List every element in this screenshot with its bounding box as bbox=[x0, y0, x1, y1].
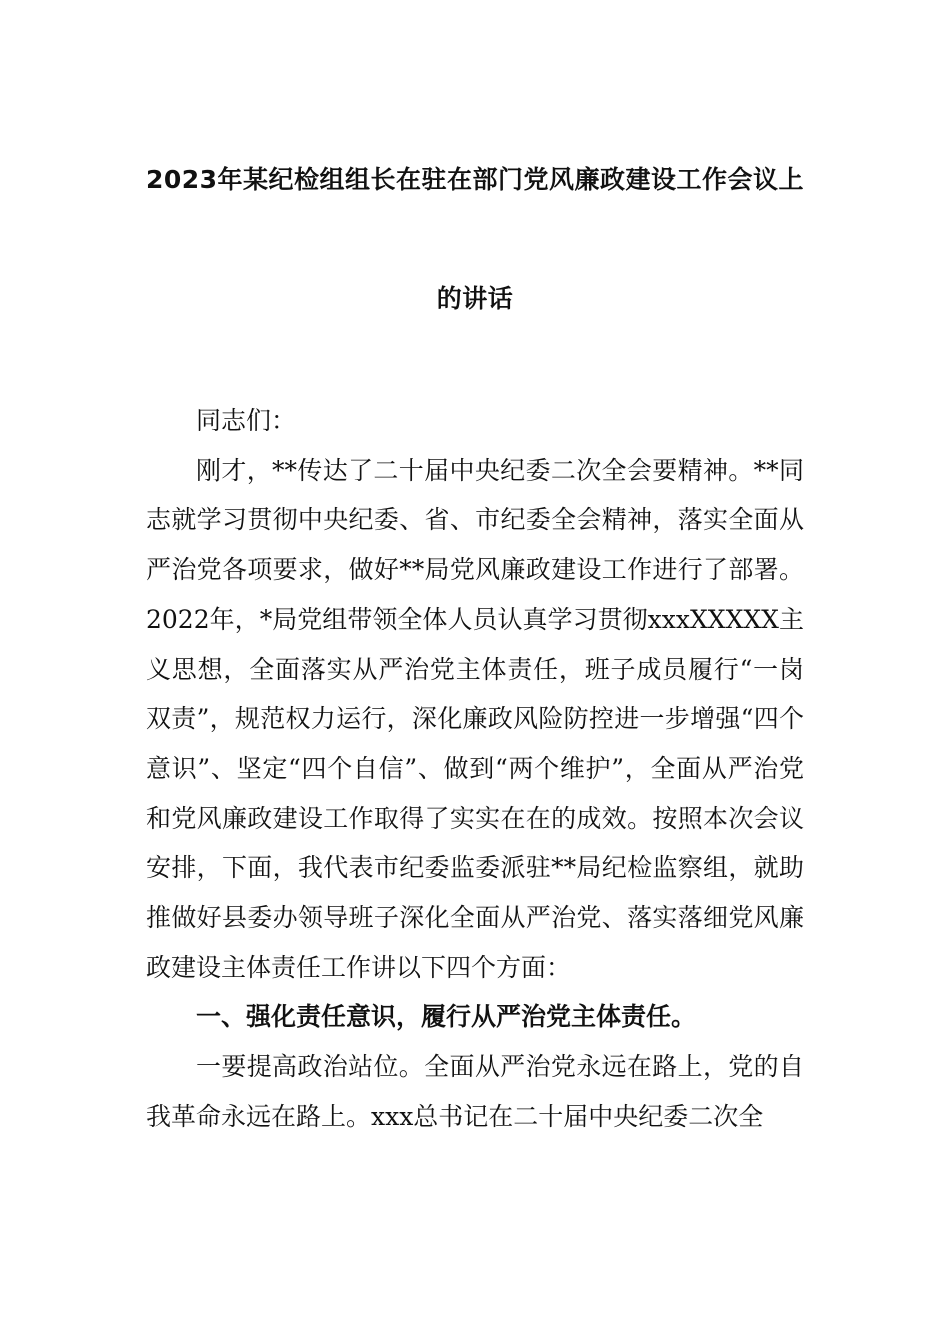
section-heading-1: 一、强化责任意识，履行从严治党主体责任。 bbox=[196, 1002, 697, 1032]
document-title-line-1: 2023年某纪检组组长在驻在部门党风廉政建设工作会议上 bbox=[145, 165, 805, 194]
paragraph-section-1: 一要提高政治站位。全面从严治党永远在路上，党的自我革命永远在路上。xxx总书记在二十届中央纪委二次全 bbox=[146, 1052, 804, 1131]
document-body bbox=[146, 396, 804, 1142]
paragraph-intro: 刚才，**传达了二十届中央纪委二次全会要精神。**同志就学习贯彻中央纪委、省、市纪委全会精神，落实全面从严治党各项要求，做好**局党风廉政建设工作进行了部署。2022年，*局党组带领全体人员认真学习贯彻xxxXXXXX主义思想，全面落实从严治党主体责任，班子成员履行“一岗双责”，规范权力运行，深化廉政风险防控进一步增强“四个意识”、坚定“四个自信”、做到“两个维护”，全面从严治党和党风廉政建设工作取得了实实在在的成效。按照本次会议安排，下面，我代表市纪委监委派驻**局纪检监察组，就助推做好县委办领导班子深化全面从严治党、落实落细党风廉政建设主体责任工作讲以下四个方面： bbox=[146, 455, 804, 982]
salutation: 同志们： bbox=[196, 406, 297, 435]
document-title-line-2: 的讲话 bbox=[436, 284, 514, 313]
